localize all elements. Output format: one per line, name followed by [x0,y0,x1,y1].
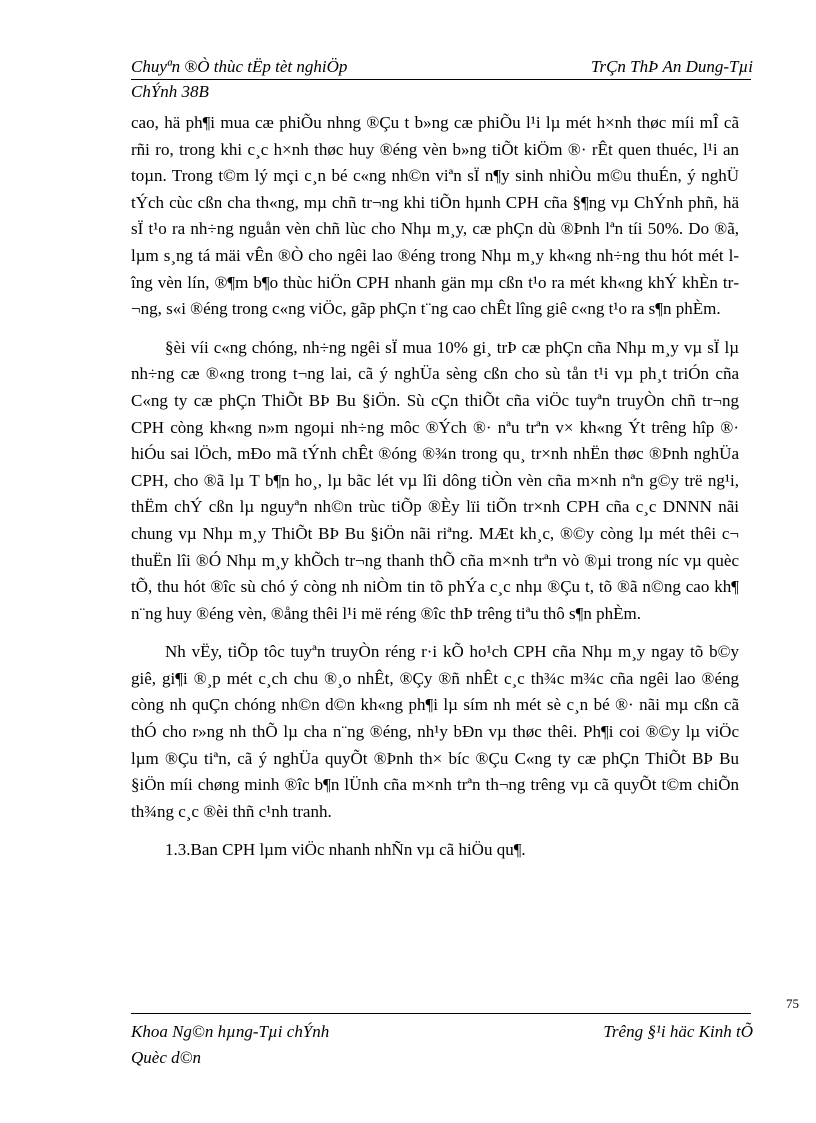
paragraph-1: cao, hä ph¶i mua cæ phiÕu nhng ®Çu t b»ng cæ phiÕu l¹i lµ mét h×nh thøc míi mÎ cã rñi ro, trong khi c¸c h×nh thøc huy ®éng vèn b»ng tiÕt kiÖm ®· rÊt quen thuéc, l¹i an toµn. Trong t©m lý mçi c¸n bé c«ng nh©n viªn sÏ n¶y sinh nhiÒu m©u thuÉn, ý nghÜ tÝch cùc cßn cha th«ng, mµ chñ tr¬ng khi tiÕn hµnh CPH cña §¶ng vµ ChÝnh phñ, hä sÏ t¹o ra nh÷ng nguån vèn chñ lùc cho Nhµ m¸y, cæ phÇn dù ®Þnh lªn tíi 50%. Do ®ã, lµm s¸ng tá mäi vÊn ®Ò cho ngêi lao ®éng trong Nhµ m¸y kh«ng nh÷ng thu hót mét lîng vèn lín, ®¶m b¶o thùc hiÖn CPH nhanh gän mµ cßn t¹o ra mét kh«ng khÝ khÈn tr¬ng, s«i ®éng trong c«ng viÖc, gãp phÇn t¨ng cao chÊt lîng giê c«ng t¹o ra s¶n phÈm. [131,113,739,319]
page-footer [131,1019,753,1071]
page-body [131,110,739,876]
footer-rule [131,1013,751,1014]
header-right: TrÇn ThÞ An Dung-Tµi [590,57,753,76]
paragraph-2: §èi víi c«ng chóng, nh÷ng ngêi sÏ mua 10% gi¸ trÞ cæ phÇn cña Nhµ m¸y vµ sÏ lµ nh÷ng cæ ®«ng trong t¬ng lai, cã ý nghÜa sèng cßn cho sù tån t¹i vµ ph¸t triÓn cña C«ng ty cæ phÇn ThiÕt BÞ Bu §iÖn. Sù cÇn thiÕt cña viÖc tuyªn truyÒn chñ tr¬ng CPH còng kh«ng n»m ngoµi nh÷ng môc ®Ých ®· nªu trªn v× kh«ng Ýt trêng hîp ®· hiÓu sai lÖch, mÐo mã tÝnh chÊt ®óng ®¾n trong qu¸ tr×nh nhËn thøc ®Þnh nghÜa CPH, cho ®ã lµ T b¶n ho¸, lµ bãc lét vµ lîi dông tiÒn vèn cña m×nh nªn g©y trë ng¹i, thËm chÝ cßn lµ nguyªn nh©n trùc tiÕp ®Èy lïi tiÕn tr×nh CPH cña c¸c DNNN nãi chung vµ Nhµ m¸y ThiÕt BÞ Bu §iÖn nãi riªng. MÆt kh¸c, ®©y còng lµ mét thêi c¬ thuËn lîi ®Ó Nhµ m¸y khÕch tr¬ng thanh thÕ cña m×nh trªn vò ®µi trong níc vµ quèc tÕ, thu hót ®îc sù chó ý còng nh niÒm tin tõ phÝa c¸c nhµ ®Çu t, tõ ®ã n©ng cao kh¶ n¨ng huy ®éng vèn, ®ång thêi l¹i më réng ®îc thÞ trêng tiªu thô s¶n phÈm. [131,337,739,623]
header-row [131,54,753,79]
footer-left-line2: Quèc d©n [131,1048,202,1067]
footer-row [131,1019,753,1045]
footer-left: Khoa Ng©n hµng-Tµi chÝnh [131,1022,330,1041]
page-number: 75 [786,996,799,1011]
section-heading: 1.3.Ban CPH lµm viÖc nhanh nhÑn vµ cã hiÖu qu¶. [165,840,526,860]
paragraph-3: Nh vËy, tiÕp tôc tuyªn truyÒn réng r·i kÕ ho¹ch CPH cña Nhµ m¸y ngay tõ b©y giê, gi¶i ®¸p mét c¸ch chu ®¸o nhÊt, ®Çy ®ñ nhÊt c¸c th¾c m¾c cña ngêi lao ®éng còng nh quÇn chóng nh©n d©n kh«ng ph¶i lµ sím nh mét sè c¸n bé ®· nãi mµ cßn cã thÓ cho r»ng nh thÕ lµ cha n¨ng ®éng, nh¹y bÐn vµ thøc thêi. Ph¶i coi ®©y lµ viÖc lµm ®Çu tiªn, cã ý nghÜa quyÕt ®Þnh th× bíc ®Çu C«ng ty cæ phÇn ThiÕt BÞ Bu §iÖn míi chøng minh ®îc b¶n lÜnh cña m×nh trªn th¬ng trêng vµ cã quyÕt t©m chiÕn th¾ng c¸c ®èi thñ c¹nh tranh. [131,642,739,821]
header-left-line2: ChÝnh 38B [131,82,209,101]
footer-right: Trêng §¹i häc Kinh tÕ [603,1022,753,1041]
header-rule [131,79,751,80]
header-left: Chuyªn ®Ò thùc tËp tèt nghiÖp [131,57,348,76]
